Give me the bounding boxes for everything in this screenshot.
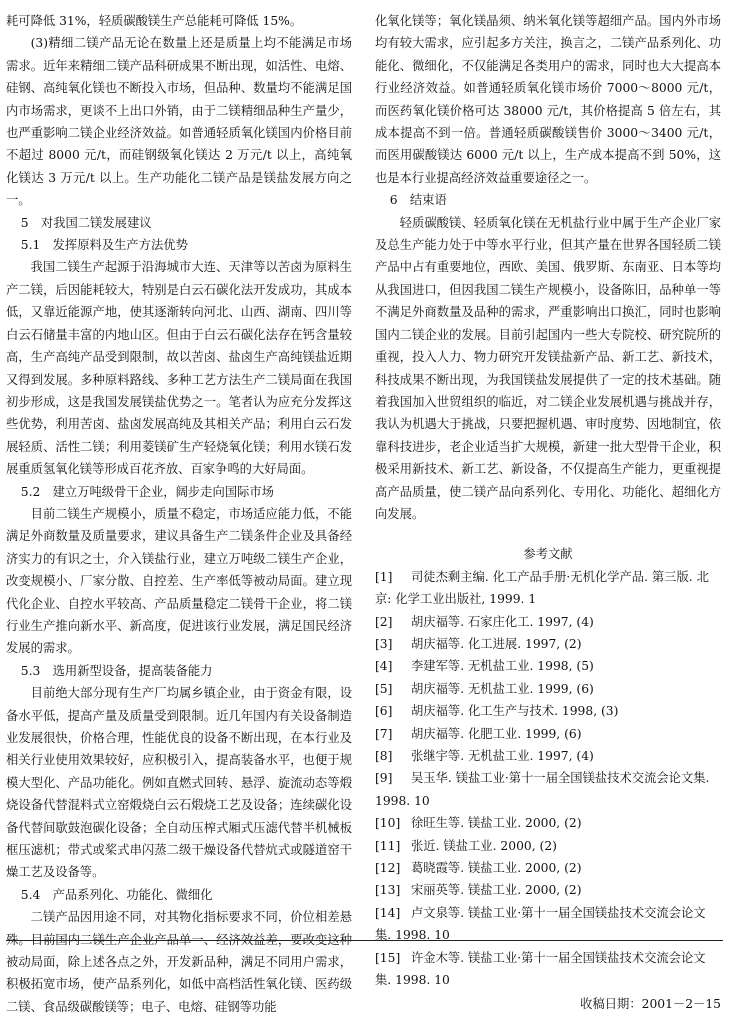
reference-item	[375, 745, 721, 767]
reference-text: 卢文泉等. 镁盐工业·第十一届全国镁盐技术交流会论文集. 1998. 10	[375, 905, 706, 943]
reference-item	[375, 947, 721, 992]
reference-item	[375, 879, 721, 901]
reference-item	[375, 857, 721, 879]
reference-number: [4]	[375, 659, 393, 674]
paragraph-point-3: (3)精细二镁产品无论在数量上还是质量上均不能满足市场需求。近年来精细二镁产品科研成果不断出现，如活性、电熔、硅钢、高纯氧化镁也不断投入市场，但品种、数量均不能满足国内市场需求，更谈不上出口外销，由于二镁精细品种生产量少，也严重影响二镁企业经济效益。如普通轻质氧化镁国内价格目前不超过 8000 元/t，而硅钢级氧化镁达 2 万元/t 以上，高纯氧化镁达 3 万元/t 以上。生产功能化二镁产品是镁盐发展方向之一。	[6, 36, 352, 208]
paragraph-continued: 耗可降低 31%，轻质碳酸镁生产总能耗可降低 15%。	[6, 14, 303, 28]
reference-number: [13]	[375, 883, 401, 898]
section-5-3-heading: 5.3 选用新型设备，提高装备能力	[20, 663, 213, 678]
reference-text: 胡庆福等. 化工进展. 1997, (2)	[411, 636, 582, 651]
section-5-heading: 5 对我国二镁发展建议	[20, 215, 152, 230]
reference-item	[375, 566, 721, 611]
references-list	[375, 566, 721, 992]
reference-number: [8]	[375, 749, 393, 763]
conclusion-paragraph: 轻质碳酸镁、轻质氧化镁在无机盐行业中属于生产企业厂家及总生产能力处于中等水平行业，但其产量在世界各国轻质二镁产品中占有重要地位，西欧、美国、俄罗斯、东南亚、日本等均从我国进口，但因我国二镁生产规模小，设备陈旧，品种单一等不满足外商数量及品种的需求，严重影响出口换汇，同时也影响国内二镁企业的发展。目前引起国内一些大专院校、研究院所的重视，投入人力、物力研究开发镁盐新产品、新工艺、新技术，科技成果不断出现，为我国镁盐发展提供了一定的技术基础。随着我国加入世贸组织的临近，对二镁企业发展机遇与挑战并存，我认为机遇大于挑战，只要把握机遇、审时度势、因地制宜，依靠科技进步，老企业适当扩大规模，新建一批大型骨干企业，积极采用新技术、新工艺、新设备，不仅提高生产能力，更重视提高产品质量，使二镁产品向系列化、专用化、功能化、超细化方向发展。	[375, 215, 721, 521]
reference-number: [6]	[375, 704, 393, 719]
right-column	[375, 10, 721, 1016]
references-title: 参考文献	[523, 547, 573, 562]
section-6-heading: 6 结束语	[389, 193, 447, 208]
section-5-2-heading: 5.2 建立万吨级骨干企业，阔步走向国际市场	[20, 484, 274, 499]
reference-item	[375, 655, 721, 677]
section-5-1-heading: 5.1 发挥原料及生产方法优势	[20, 238, 188, 253]
section-5-2-paragraph: 目前二镁生产规模小，质量不稳定，市场适应能力低，不能满足外商数量及质量要求，建议具备生产二镁条件企业及具备经济实力的有识之士，介入镁盐行业，建立万吨级二镁生产企业，改变规模小、厂家分散、自控差、生产率低等被动局面。建立现代化企业、自控水平较高、产品质量稳定二镁骨干企业，将二镁行业生产推向新水平、新高度，促进该行业发展，满足国民经济发展的需求。	[6, 506, 352, 656]
reference-item	[375, 700, 721, 722]
reference-text: 司徒杰剩主编. 化工产品手册·无机化学产品. 第三版. 北京: 化学工业出版社, 1999. 1	[375, 569, 709, 607]
reference-number: [1]	[375, 569, 393, 584]
reference-item	[375, 633, 721, 655]
reference-item	[375, 723, 721, 745]
reference-item	[375, 767, 721, 812]
section-5-3-paragraph: 目前绝大部分现有生产厂均属乡镇企业，由于资金有限，设备水平低，提高产量及质量受到限制。近几年国内有关设备制造业发展很快，价格合理，性能优良的设备不断出现，在本行业及相关行业使用效果较好，应积极引入，提高装备水平，也便于规模大型化、产品功能化。例如直燃式回转、悬浮、旋流动态等煅烧设备代替混料式立窑煅烧白云石煅烧工艺及设备；连续碳化设备代替间歇鼓泡碳化设备；全自动压榨式厢式压滤代替半机械板框压滤机；带式或桨式串闪蒸二级干燥设备代替炕式或隧道窑干燥工艺及设备等。	[6, 686, 352, 880]
reference-item	[375, 678, 721, 700]
reference-text: 李建军等. 无机盐工业. 1998, (5)	[411, 659, 594, 674]
reference-text: 胡庆福等. 化工生产与技术. 1998, (3)	[411, 704, 619, 719]
section-5-1-paragraph: 我国二镁生产起源于沿海城市大连、天津等以苦卤为原料生产二镁，后因能耗较大，特别是白云石碳化法开发成功，其成本低，又靠近能源产地，使其逐渐转向河北、山西、湖南、四川等白云石储量丰富的内地山区。但由于白云石碳化法存在钙含量较高，生产高纯产品受到限制，故以苦卤、盐卤生产高纯镁盐近期又得到发展。多种原料路线、多种工艺方法生产二镁局面在我国初步形成，这是我国发展镁盐优势之一。笔者认为应充分发挥这些优势，利用苦卤、盐卤发展高纯及其相关产品；利用白云石发展轻质、活性二镁；利用菱镁矿生产轻烧氧化镁；利用水镁石发展重质氢氧化镁等形成百花齐放、百家争鸣的大好局面。	[6, 260, 352, 477]
reference-text: 胡庆福等. 化肥工业. 1999, (6)	[411, 726, 582, 741]
reference-text: 许金木等. 镁盐工业·第十一届全国镁盐技术交流会论文集. 1998. 10	[375, 950, 706, 988]
section-5-4-paragraph: 二镁产品因用途不同，对其物化指标要求不同，价位相差悬殊。目前国内二镁生产企业产品单一、经济效益差，要改变这种被动局面，除上述各点之外，开发新品种，满足不同用户需求，积极拓宽市场，使产品系列化，如低中高档活性氧化镁、医药级二镁、食品级碳酸镁等；电子、电熔、硅钢等功能	[6, 910, 352, 1014]
reference-text: 胡庆福等. 无机盐工业. 1999, (6)	[411, 681, 594, 696]
reference-number: [12]	[375, 861, 401, 876]
reference-number: [14]	[375, 905, 401, 920]
reference-number: [2]	[375, 614, 393, 629]
reference-text: 宋丽英等. 镁盐工业. 2000, (2)	[411, 883, 582, 898]
received-date: 收稿日期：2001－2－15	[580, 997, 721, 1012]
reference-text: 胡庆福等. 石家庄化工. 1997, (4)	[411, 614, 594, 629]
reference-number: [10]	[375, 816, 401, 831]
bottom-rule	[6, 940, 723, 941]
reference-number: [15]	[375, 950, 401, 965]
reference-number: [11]	[375, 838, 401, 853]
reference-number: [9]	[375, 771, 393, 786]
section-5-4-heading: 5.4 产品系列化、功能化、微细化	[20, 887, 213, 902]
reference-text: 吴玉华. 镁盐工业·第十一届全国镁盐技术交流会论文集. 1998. 10	[375, 771, 710, 808]
reference-number: [7]	[375, 726, 393, 741]
reference-item	[375, 611, 721, 633]
reference-text: 葛晓霞等. 镁盐工业. 2000, (2)	[411, 861, 582, 876]
reference-text: 张近. 镁盐工业. 2000, (2)	[411, 838, 557, 853]
left-column	[6, 10, 352, 1018]
reference-text: 徐旺生等. 镁盐工业. 2000, (2)	[411, 816, 582, 831]
reference-number: [5]	[375, 681, 393, 696]
reference-item	[375, 835, 721, 857]
reference-item	[375, 812, 721, 834]
reference-number: [3]	[375, 636, 393, 651]
reference-text: 张继宇等. 无机盐工业. 1997, (4)	[411, 749, 594, 763]
paragraph-continued-right: 化氧化镁等；氧化镁晶须、纳米氧化镁等超细产品。国内外市场均有较大需求，应引起多方关注，换言之，二镁产品系列化、功能化、微细化，不仅能满足各类用户的需求，同时也大大提高本行业经济效益。如普通轻质氧化镁市场价 7000～8000 元/t，而医药氧化镁价格可达 38000 元/t，其价格提高 5 倍左右，其成本提高不到一倍。普通轻质碳酸镁售价 3000～3400 元/t，而医用碳酸镁达 6000 元/t 以上，生产成本提高不到 50%，这也是本行业提高经济效益重要途径之一。	[375, 14, 721, 185]
